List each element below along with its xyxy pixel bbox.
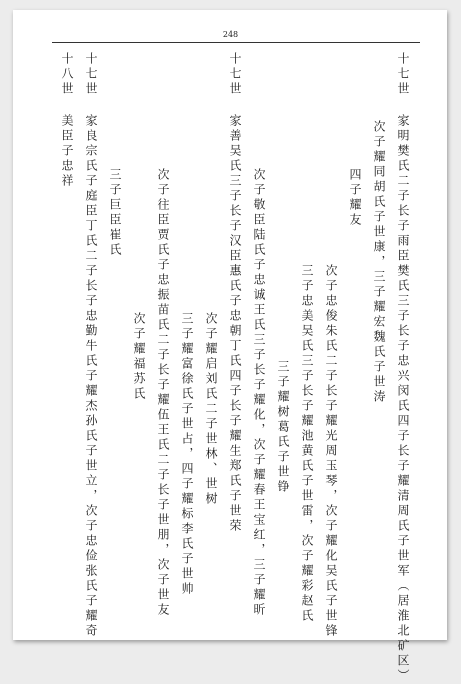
- genealogy-line: 三子巨臣崔氏: [108, 168, 122, 258]
- genealogy-line: 四子耀友: [348, 168, 362, 228]
- genealogy-line: 次子忠俊朱氏二子长子耀光周玉琴，次子耀化吴氏子世锋: [324, 264, 338, 639]
- page-number: 248: [222, 30, 239, 39]
- genealogy-line: 十七世 家善吴氏三子长子汉臣惠氏子忠朝丁氏四子长子耀生郑氏子世荣: [228, 52, 242, 534]
- genealogy-line: 三子耀树葛氏子世铮: [276, 360, 290, 495]
- genealogy-line: 次子耀启刘氏二子世林、世树: [204, 312, 218, 507]
- genealogy-line: 十七世 家明樊氏二子长子雨臣樊氏三子长子忠兴闵氏四子长子耀清周氏子世军（居淮北矿区）: [396, 52, 410, 684]
- genealogy-line: 次子耀福苏氏: [132, 312, 146, 402]
- genealogy-line: 次子耀同胡氏子世康，三子耀宏魏氏子世涛: [372, 120, 386, 405]
- genealogy-line: 三子耀富徐氏子世占，四子耀标李氏子世帅: [180, 312, 194, 597]
- header-rule: [52, 42, 420, 43]
- genealogy-line: 次子往臣贾氏子忠振苗氏二子长子耀伍王氏二子长子世朋，次子世友: [156, 168, 170, 618]
- genealogy-line: 十七世 家良宗氏子庭臣丁氏二子长子忠勤牛氏子耀杰孙氏子世立，次子忠俭张氏子耀奇: [84, 52, 98, 639]
- genealogy-line: 三子忠美吴氏三子长子耀池黄氏子世雷，次子耀彩赵氏: [300, 264, 314, 624]
- genealogy-line: 次子敬臣陆氏子忠诚王氏三子长子耀化，次子耀春王宝红，三子耀昕: [252, 168, 266, 618]
- genealogy-line: 十八世 美臣子忠祥: [60, 52, 74, 189]
